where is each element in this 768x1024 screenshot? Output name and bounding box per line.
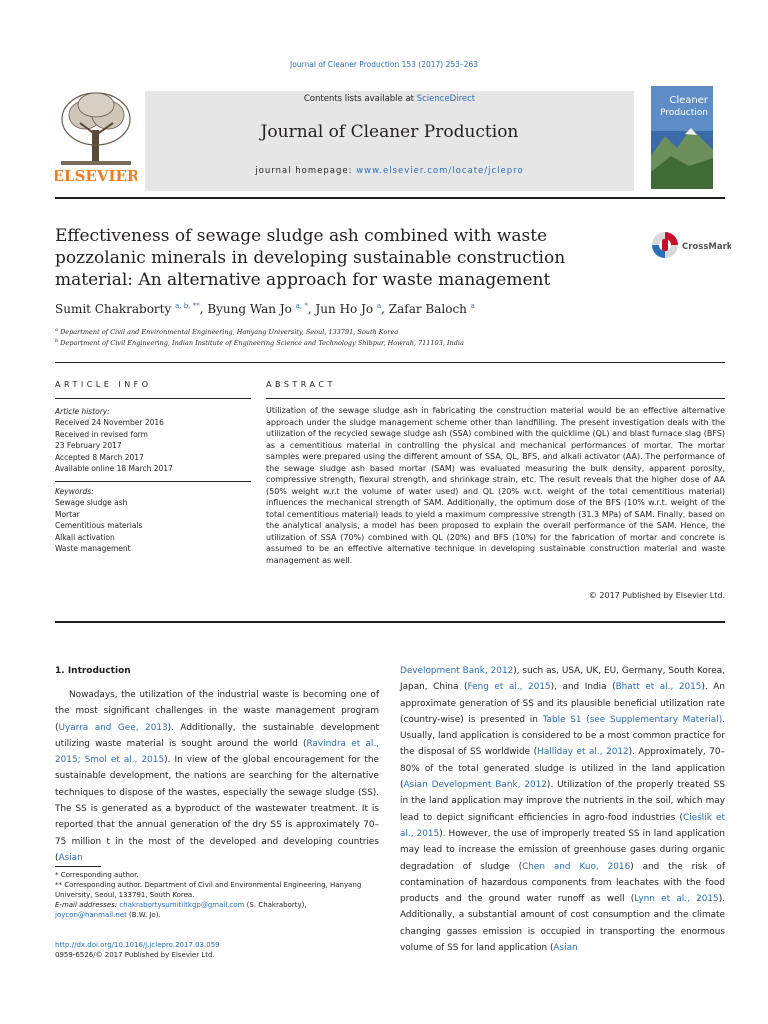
journal-title: Journal of Cleaner Production: [260, 122, 519, 142]
email-label: E-mail addresses:: [55, 901, 120, 909]
sciencedirect-link[interactable]: ScienceDirect: [416, 94, 476, 104]
keywords-list: [55, 486, 142, 554]
body-text: ). Approximately, 70–80% of the total generated sludge is utilized in the land application (: [400, 747, 725, 791]
body-text: ). An approximate generation of SS and its plausible beneficial utilization rate (country-wise) is presented in: [400, 682, 725, 725]
citation-link[interactable]: Bhatt et al., 2015: [615, 682, 702, 693]
crossmark-label: CrossMark: [682, 242, 731, 252]
keyword: Waste management: [55, 544, 131, 554]
article-info-heading: ARTICLE INFO: [55, 380, 152, 389]
body-text: ) and the risk of contamination of hazardous components from leachates with the food products and the ground water runoff as well (: [400, 861, 725, 905]
history-item: Available online 18 March 2017: [55, 464, 173, 474]
cover-title-line-2: Production: [660, 108, 708, 118]
homepage-prefix: journal homepage:: [255, 166, 357, 176]
history-item: 23 February 2017: [55, 441, 122, 451]
footnotes: [55, 870, 379, 920]
keyword: Sewage sludge ash: [55, 498, 128, 508]
introduction-left-column: [55, 687, 379, 866]
body-text: ). Additionally, the sustainable development utilizing waste material is sought around the world (: [55, 722, 379, 749]
affiliation-marker: a: [55, 327, 58, 333]
elsevier-tree-icon: [55, 85, 137, 185]
email-link[interactable]: joycon@hanmail.net: [55, 911, 127, 919]
body-text: ), such as, USA, UK, EU, Germany, South Korea, Japan, China (: [400, 666, 725, 693]
elsevier-wordmark: ELSEVIER: [55, 167, 137, 185]
table-link[interactable]: Table S1 (see Supplementary Material): [542, 714, 723, 725]
citation-link[interactable]: Asian Development Bank, 2012: [403, 780, 547, 791]
history-item: Received in revised form: [55, 429, 148, 439]
journal-homepage: [145, 166, 634, 176]
contents-line: [145, 94, 634, 104]
keyword: Mortar: [55, 509, 80, 519]
footnote-emails: [55, 900, 379, 920]
affiliation-text: Department of Civil Engineering, Indian Institute of Engineering Science and Technology Shibpur, Howrah, 711103, India: [60, 339, 464, 348]
citation-link[interactable]: Uyarra and Gee, 2013: [58, 722, 168, 733]
citation-link[interactable]: Cieślik et al., 2015: [400, 812, 725, 839]
doi-block: [55, 940, 220, 960]
citation-link[interactable]: Feng et al., 2015: [467, 682, 551, 693]
body-text: Nowadays, the utilization of the industrial waste is becoming one of the most significant challenges in the waste management program (: [55, 690, 379, 733]
body-text: ). Additionally, a substantial amount of cost consumption and the climate changing gasses emission is occupied in transporting the enormous volume of SS for land application (: [400, 894, 725, 954]
cover-title-line-1: Cleaner: [669, 95, 708, 106]
footnote-rule: [55, 866, 101, 867]
author-name: Zafar Baloch: [388, 302, 467, 316]
email-owner: (S. Chakraborty),: [244, 901, 307, 909]
citation-link[interactable]: Chen and Kuo, 2016: [522, 861, 631, 872]
keywords-label: Keywords:: [55, 487, 94, 496]
author-name: Sumit Chakraborty: [55, 302, 172, 316]
crossmark-badge[interactable]: [651, 230, 731, 260]
keywords-rule: [55, 481, 251, 482]
keyword: Cementitious materials: [55, 521, 143, 531]
abstract-text: Utilization of the sewage sludge ash in fabricating the construction material would be an effective alternative approach under the sludge management scheme other than landfilling. The present investigation deals with the utilization of the recycled sewage sludge ash (SSA) combined with the quicklime (QL) and blast furnace slag (BFS) as a cementitious material in controlling the physical and mechanical performances of mortar. The mortar samples were prepared using the different amount of SSA, QL, BFS, and alkali activator (AA). The performance of the sewage sludge ash based mortar (SAM) was evaluated measuring the bulk density, apparent porosity, compressive strength, flexural strength, and shrinkage strain, etc. The result reveals that the higher dose of AA (50% weight w.r.t the volume of water used) and QL (20% w.r.t. weight of the total cementitious material) influences the mechanical strength of SAM. Additionally, the optimum dose of the BFS (10% w.r.t. weight of the total cementitious material) leads to yield a maximum compressive strength (31.3 MPa) of SAM. Finally, based on the analytical analysis, a model has been proposed to explain the overall performance of the SAM. Hence, the utilization of SSA (70%) combined with QL (20%) and BFS (10%) for the fabrication of mortar and concrete is assumed to be an effective alternative technique in developing sustainable construction material and waste management as well.: [266, 406, 725, 565]
article-history: [55, 406, 173, 474]
body-text: ). Utilization of the properly treated SS in the land application may improve the nutrients in the soil, which may lead to depict significant efficiencies in agro-food industries (: [400, 780, 725, 823]
elsevier-logo: [55, 85, 137, 185]
author-list: Sumit Chakraborty $^{a, b, **}$, Byung Wan Jo $^{a, *}$, Jun Ho Jo $^a$, Zafar Baloch $^a$: [55, 302, 475, 316]
author-affiliation-marker[interactable]: a: [470, 302, 475, 310]
introduction-heading: 1. Introduction: [55, 666, 131, 676]
footnote-corresponding-2: ** Corresponding author. Department of Civil and Environmental Engineering, Hanyang University, Seoul, 133791, South Korea.: [55, 881, 362, 899]
body-rule: [55, 621, 725, 623]
history-label: Article history:: [55, 407, 110, 416]
abstract-rule: [266, 398, 725, 399]
article-title: Effectiveness of sewage sludge ash combined with waste pozzolanic minerals in developing sustainable construction material: An alternative approach for waste management: [55, 226, 566, 290]
contents-prefix: Contents lists available at: [303, 94, 417, 104]
email-owner: (B.W. Jo).: [126, 911, 161, 919]
journal-reference[interactable]: Journal of Cleaner Production 153 (2017) 253–263: [290, 60, 478, 69]
article-info-rule: [55, 398, 251, 399]
affiliation-b: [55, 338, 464, 347]
email-link[interactable]: chakrabortysumitiitkgp@gmail.com: [119, 901, 245, 909]
citation-link[interactable]: Lynn et al., 2015: [634, 894, 719, 905]
journal-cover-image[interactable]: [651, 86, 713, 189]
citation-link[interactable]: Halliday et al., 2012: [537, 747, 629, 758]
introduction-right-column: [400, 663, 725, 956]
author-name: Byung Wan Jo: [207, 302, 292, 316]
citation-link[interactable]: Ravindra et al., 2015; Smol et al., 2015: [55, 738, 379, 766]
footnote-corresponding-1: * Corresponding author.: [55, 871, 139, 879]
abstract-heading: ABSTRACT: [266, 380, 336, 389]
abstract-copyright: © 2017 Published by Elsevier Ltd.: [588, 591, 725, 600]
keyword: Alkali activation: [55, 532, 115, 542]
history-item: Accepted 8 March 2017: [55, 452, 144, 462]
author-affiliation-marker[interactable]: a, b, **: [175, 302, 200, 310]
affiliation-a: [55, 327, 398, 336]
doi-link[interactable]: http://dx.doi.org/10.1016/j.jclepro.2017.03.059: [55, 941, 220, 949]
body-text: . Usually, land application is considered to be a most common practice for the disposal of SS worldwide (: [400, 714, 725, 758]
affiliation-text: Department of Civil and Environmental Engineering, Hanyang University, Seoul, 133791, South Korea: [60, 328, 399, 337]
citation-link[interactable]: Development Bank, 2012: [400, 666, 514, 676]
affiliation-marker: b: [55, 338, 59, 344]
author-name: Jun Ho Jo: [315, 302, 374, 316]
history-item: Received 24 November 2016: [55, 418, 164, 428]
body-text: ). However, the use of improperly treated SS in land application may lead to increase the emission of greenhouse gases during organic degradation of sludge (: [400, 828, 725, 872]
section-rule: [55, 362, 725, 363]
author-affiliation-marker[interactable]: a, *: [295, 302, 308, 310]
body-text: ), and India (: [550, 682, 616, 693]
author-affiliation-marker[interactable]: a: [376, 302, 382, 310]
citation-link[interactable]: Asian: [58, 852, 83, 863]
body-text: ). In view of the global encouragement for the sustainable development, the nations are searching for the alternative techniques to dispose of the wastes, especially the sewage sludge (SS). The SS is generated as a byproduct of the wastewater treatment. It is reported that the annual generation of the dry SS is approximately 70–75 million t in the most of the developed and developing countries (: [55, 755, 379, 863]
homepage-link[interactable]: www.elsevier.com/locate/jclepro: [356, 166, 524, 176]
issn-line: 0959-6526/© 2017 Published by Elsevier Ltd.: [55, 951, 215, 959]
header-rule: [55, 197, 725, 199]
citation-link[interactable]: Asian: [553, 943, 578, 954]
